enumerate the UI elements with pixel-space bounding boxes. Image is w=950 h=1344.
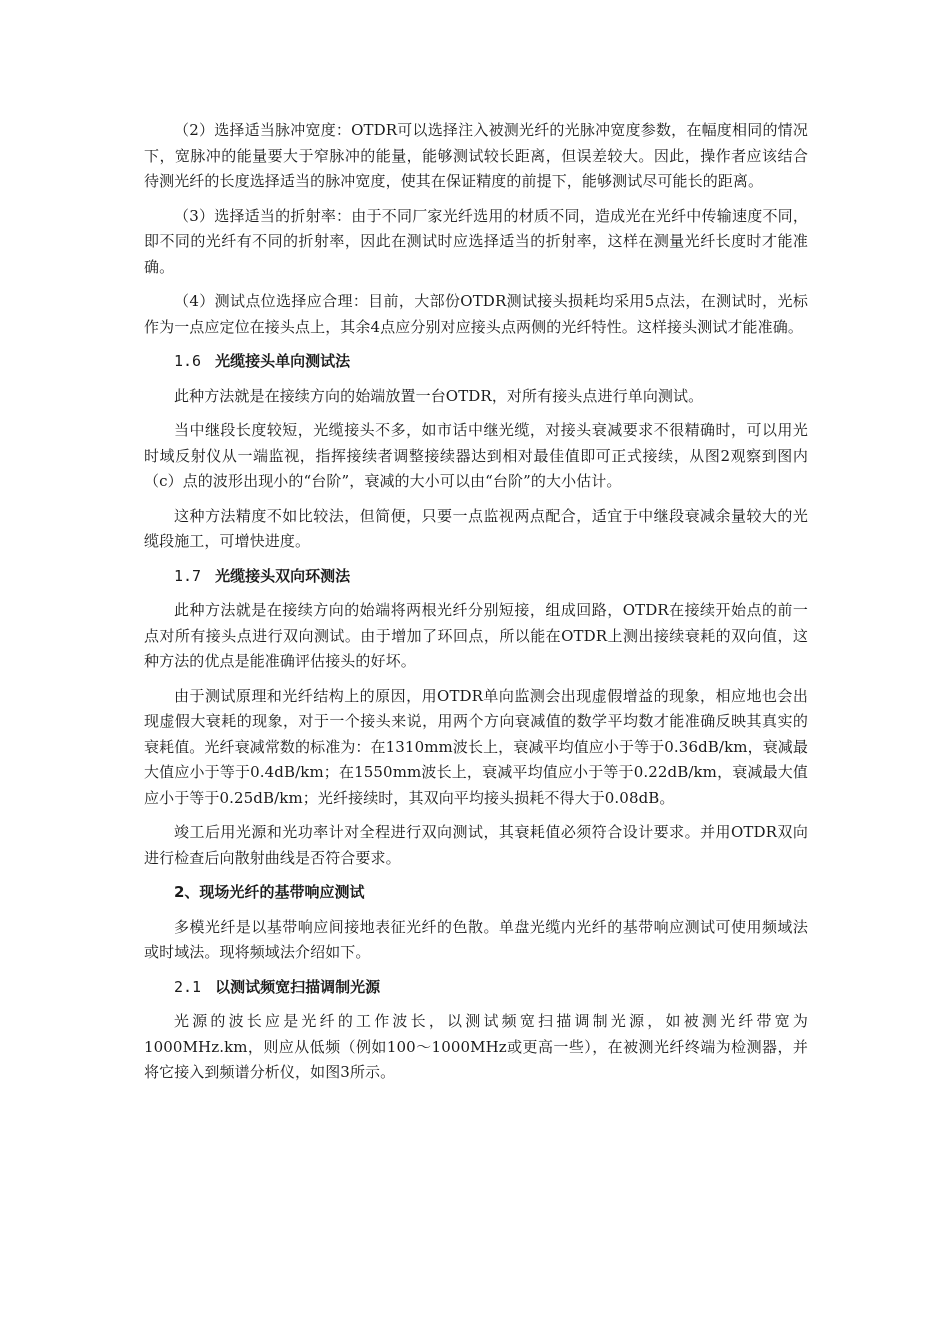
paragraph-loop-method: 此种方法就是在接续方向的始端将两根光纤分别短接，组成回路，OTDR在接续开始点的前一点对所有接头点进行双向测试。由于增加了环回点，所以能在OTDR上测出接续衰耗的双向值，这种方法的优点是能准确评估接头的好坏。 [144, 601, 808, 670]
paragraph-precision: 这种方法精度不如比较法，但简便，只要一点监视两点配合，适宜于中继段衰减余量较大的光缆段施工，可增快进度。 [144, 506, 808, 550]
section-heading-2 [144, 880, 808, 906]
paragraph-one-way-method: 此种方法就是在接续方向的始端放置一台OTDR，对所有接头点进行单向测试。 [174, 386, 704, 405]
document-page [144, 118, 808, 1095]
section-number: 1.7 [174, 566, 202, 585]
paragraph-baseband-response: 多模光纤是以基带响应间接地表征光纤的色散。单盘光缆内光纤的基带响应测试可使用频域法或时域法。现将频域法介绍如下。 [144, 917, 808, 961]
paragraph-short-relay: 当中继段长度较短，光缆接头不多，如市话中继光缆，对接头衰减要求不很精确时，可以用光时域反射仪从一端监视，指挥接续者调整接续器达到相对最佳值即可正式接续，从图2观察到图内（c）点的波形出现小的“台阶”，衰减的大小可以由“台阶”的大小估计。 [144, 421, 808, 490]
paragraph-refractive-index: （3）选择适当的折射率：由于不同厂家光纤选用的材质不同，造成光在光纤中传输速度不同，即不同的光纤有不同的折射率，因此在测试时应选择适当的折射率，这样在测量光纤长度时才能准确。 [144, 206, 808, 276]
section-heading-1-7 [144, 564, 808, 590]
paragraph-attenuation-standard: 由于测试原理和光纤结构上的原因，用OTDR单向监测会出现虚假增益的现象，相应地也会出现虚假大衰耗的现象，对于一个接头来说，用两个方向衰减值的数学平均数才能准确反映其真实的衰耗值。光纤衰减常数的标准为：在1310mm波长上，衰减平均值应小于等于0.36dB/km，衰减最大值应小于等于0.4dB/km；在1550mm波长上，衰减平均值应小于等于0.22dB/km，衰减最大值应小于等于0.25dB/km；光纤接续时，其双向平均接头损耗不得大于0.08dB。 [144, 686, 808, 807]
section-number: 2.1 [174, 977, 202, 996]
section-number: 1.6 [174, 352, 202, 370]
section-heading-2-1 [144, 975, 808, 1001]
section-title: 以测试频宽扫描调制光源 [215, 977, 381, 996]
paragraph-test-points: （4）测试点位选择应合理：目前，大部份OTDR测试接头损耗均采用5点法，在测试时，光标作为一点应定位在接头点上，其余4点应分别对应接头点两侧的光纤特性。这样接头测试才能准确。 [144, 292, 808, 336]
section-title: 光缆接头双向环测法 [215, 566, 351, 585]
paragraph-completion-test: 竣工后用光源和光功率计对全程进行双向测试，其衰耗值必须符合设计要求。并用OTDR双向进行检查后向散射曲线是否符合要求。 [144, 823, 808, 867]
section-heading-1-6 [144, 349, 808, 375]
section-title: 2、现场光纤的基带响应测试 [174, 883, 365, 901]
paragraph-light-source: 光源的波长应是光纤的工作波长，以测试频宽扫描调制光源，如被测光纤带宽为1000MHz.km，则应从低频（例如100～1000MHz或更高一些），在被测光纤终端为检测器，并将它接入到频谱分析仪，如图3所示。 [144, 1012, 808, 1081]
paragraph-pulse-width: （2）选择适当脉冲宽度：OTDR可以选择注入被测光纤的光脉冲宽度参数，在幅度相同的情况下，宽脉冲的能量要大于窄脉冲的能量，能够测试较长距离，但误差较大。因此，操作者应该结合待测光纤的长度选择适当的脉冲宽度，使其在保证精度的前提下，能够测试尽可能长的距离。 [144, 121, 808, 190]
section-title: 光缆接头单向测试法 [215, 352, 351, 370]
